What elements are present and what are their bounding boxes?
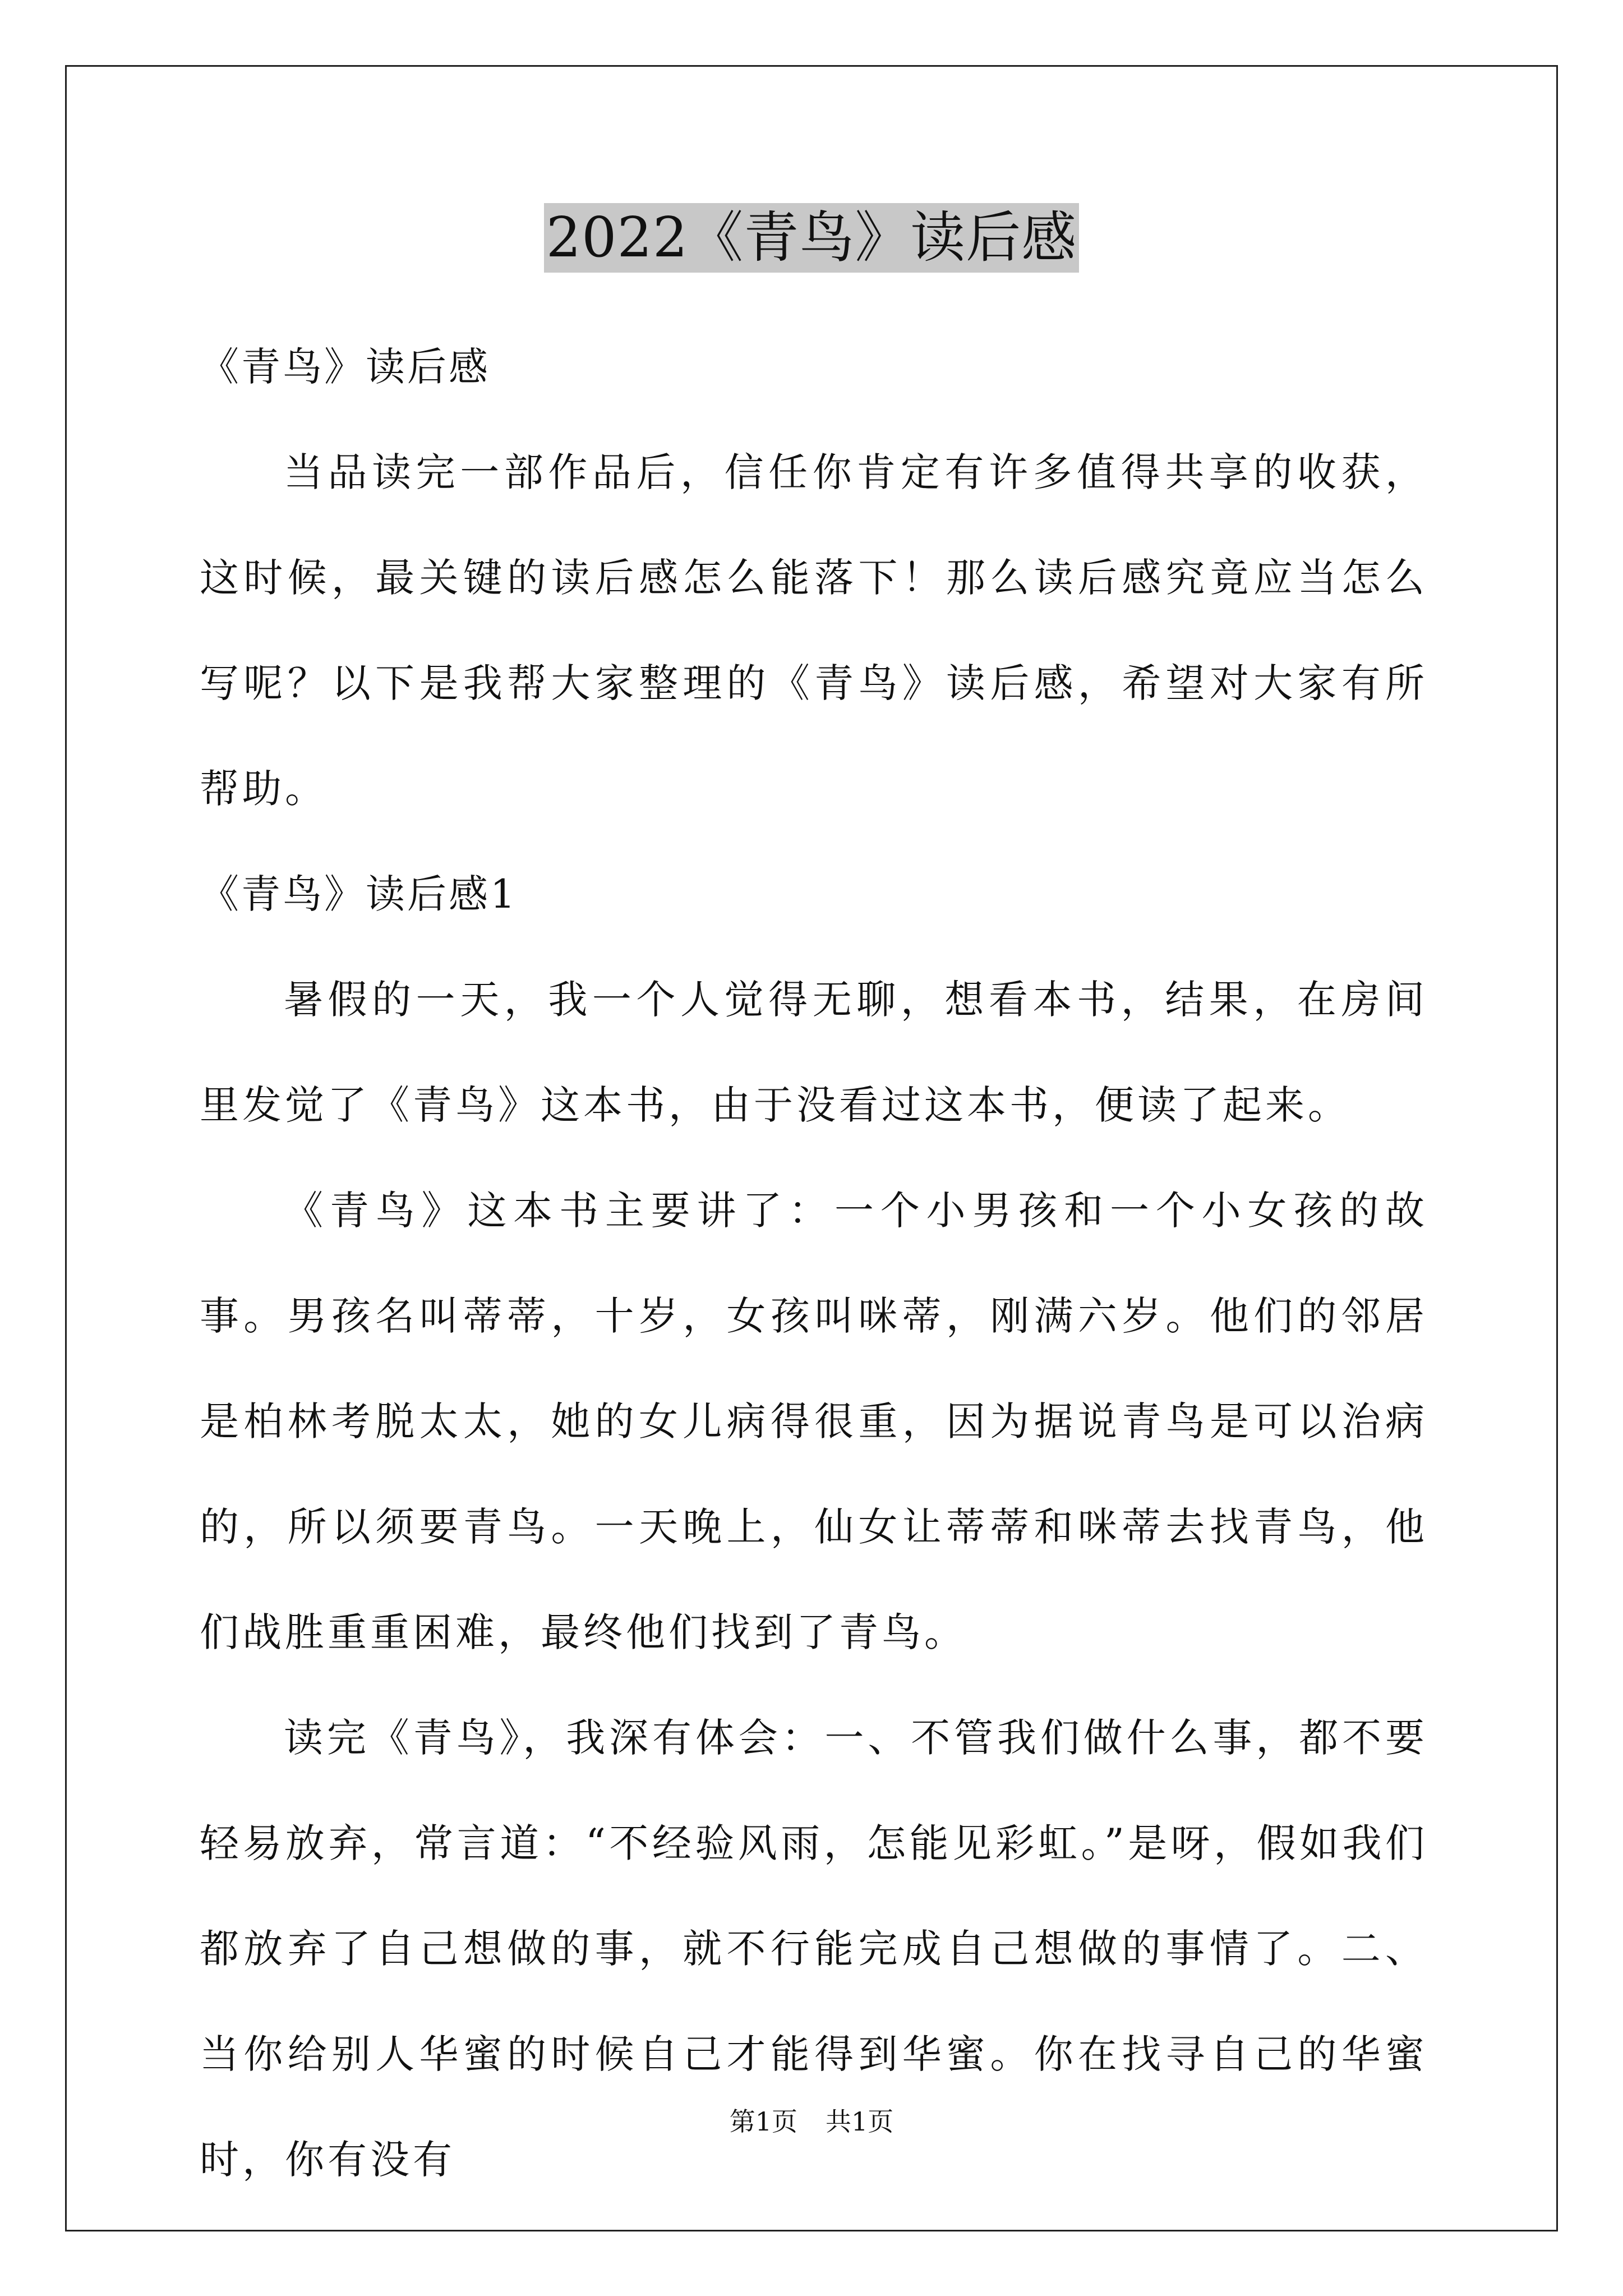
body-paragraph: 《青鸟》这本书主要讲了：一个小男孩和一个小女孩的故事。男孩名叫蒂蒂，十岁，女孩叫咪蒂，刚满六岁。他们的邻居是柏林考脱太太，她的女儿病得很重，因为据说青鸟是可以治病的，所以须要青鸟。一天晚上，仙女让蒂蒂和咪蒂去找青鸟，他们战胜重重困难，最终他们找到了青鸟。: [200, 1188, 1428, 1655]
body-paragraph: 读完《青鸟》，我深有体会：一、不管我们做什么事，都不要轻易放弃，常言道：“不经验风雨，怎能见彩虹。”是呀，假如我们都放弃了自己想做的事，就不行能完成自己想做的事情了。二、当你给别人华蜜的时候自己才能得到华蜜。你在找寻自己的华蜜时，你有没有: [200, 1715, 1428, 2183]
page-total: 共1页: [826, 2106, 894, 2137]
page-footer: [0, 2105, 1623, 2138]
document-body: [200, 314, 1428, 2212]
title-container: [0, 203, 1623, 273]
essay-heading: 《青鸟》读后感1: [200, 871, 518, 917]
section-heading: 《青鸟》读后感: [200, 344, 490, 390]
intro-paragraph: 当品读完一部作品后，信任你肯定有许多值得共享的收获，这时候，最关键的读后感怎么能落下！那么读后感究竟应当怎么写呢？以下是我帮大家整理的《青鸟》读后感，希望对大家有所帮助。: [200, 449, 1428, 812]
body-paragraph: 暑假的一天，我一个人觉得无聊，想看本书，结果，在房间里发觉了《青鸟》这本书，由于没看过这本书，便读了起来。: [200, 977, 1428, 1128]
page-number: 第1页: [729, 2106, 797, 2137]
document-title: 2022《青鸟》读后感: [544, 203, 1079, 273]
